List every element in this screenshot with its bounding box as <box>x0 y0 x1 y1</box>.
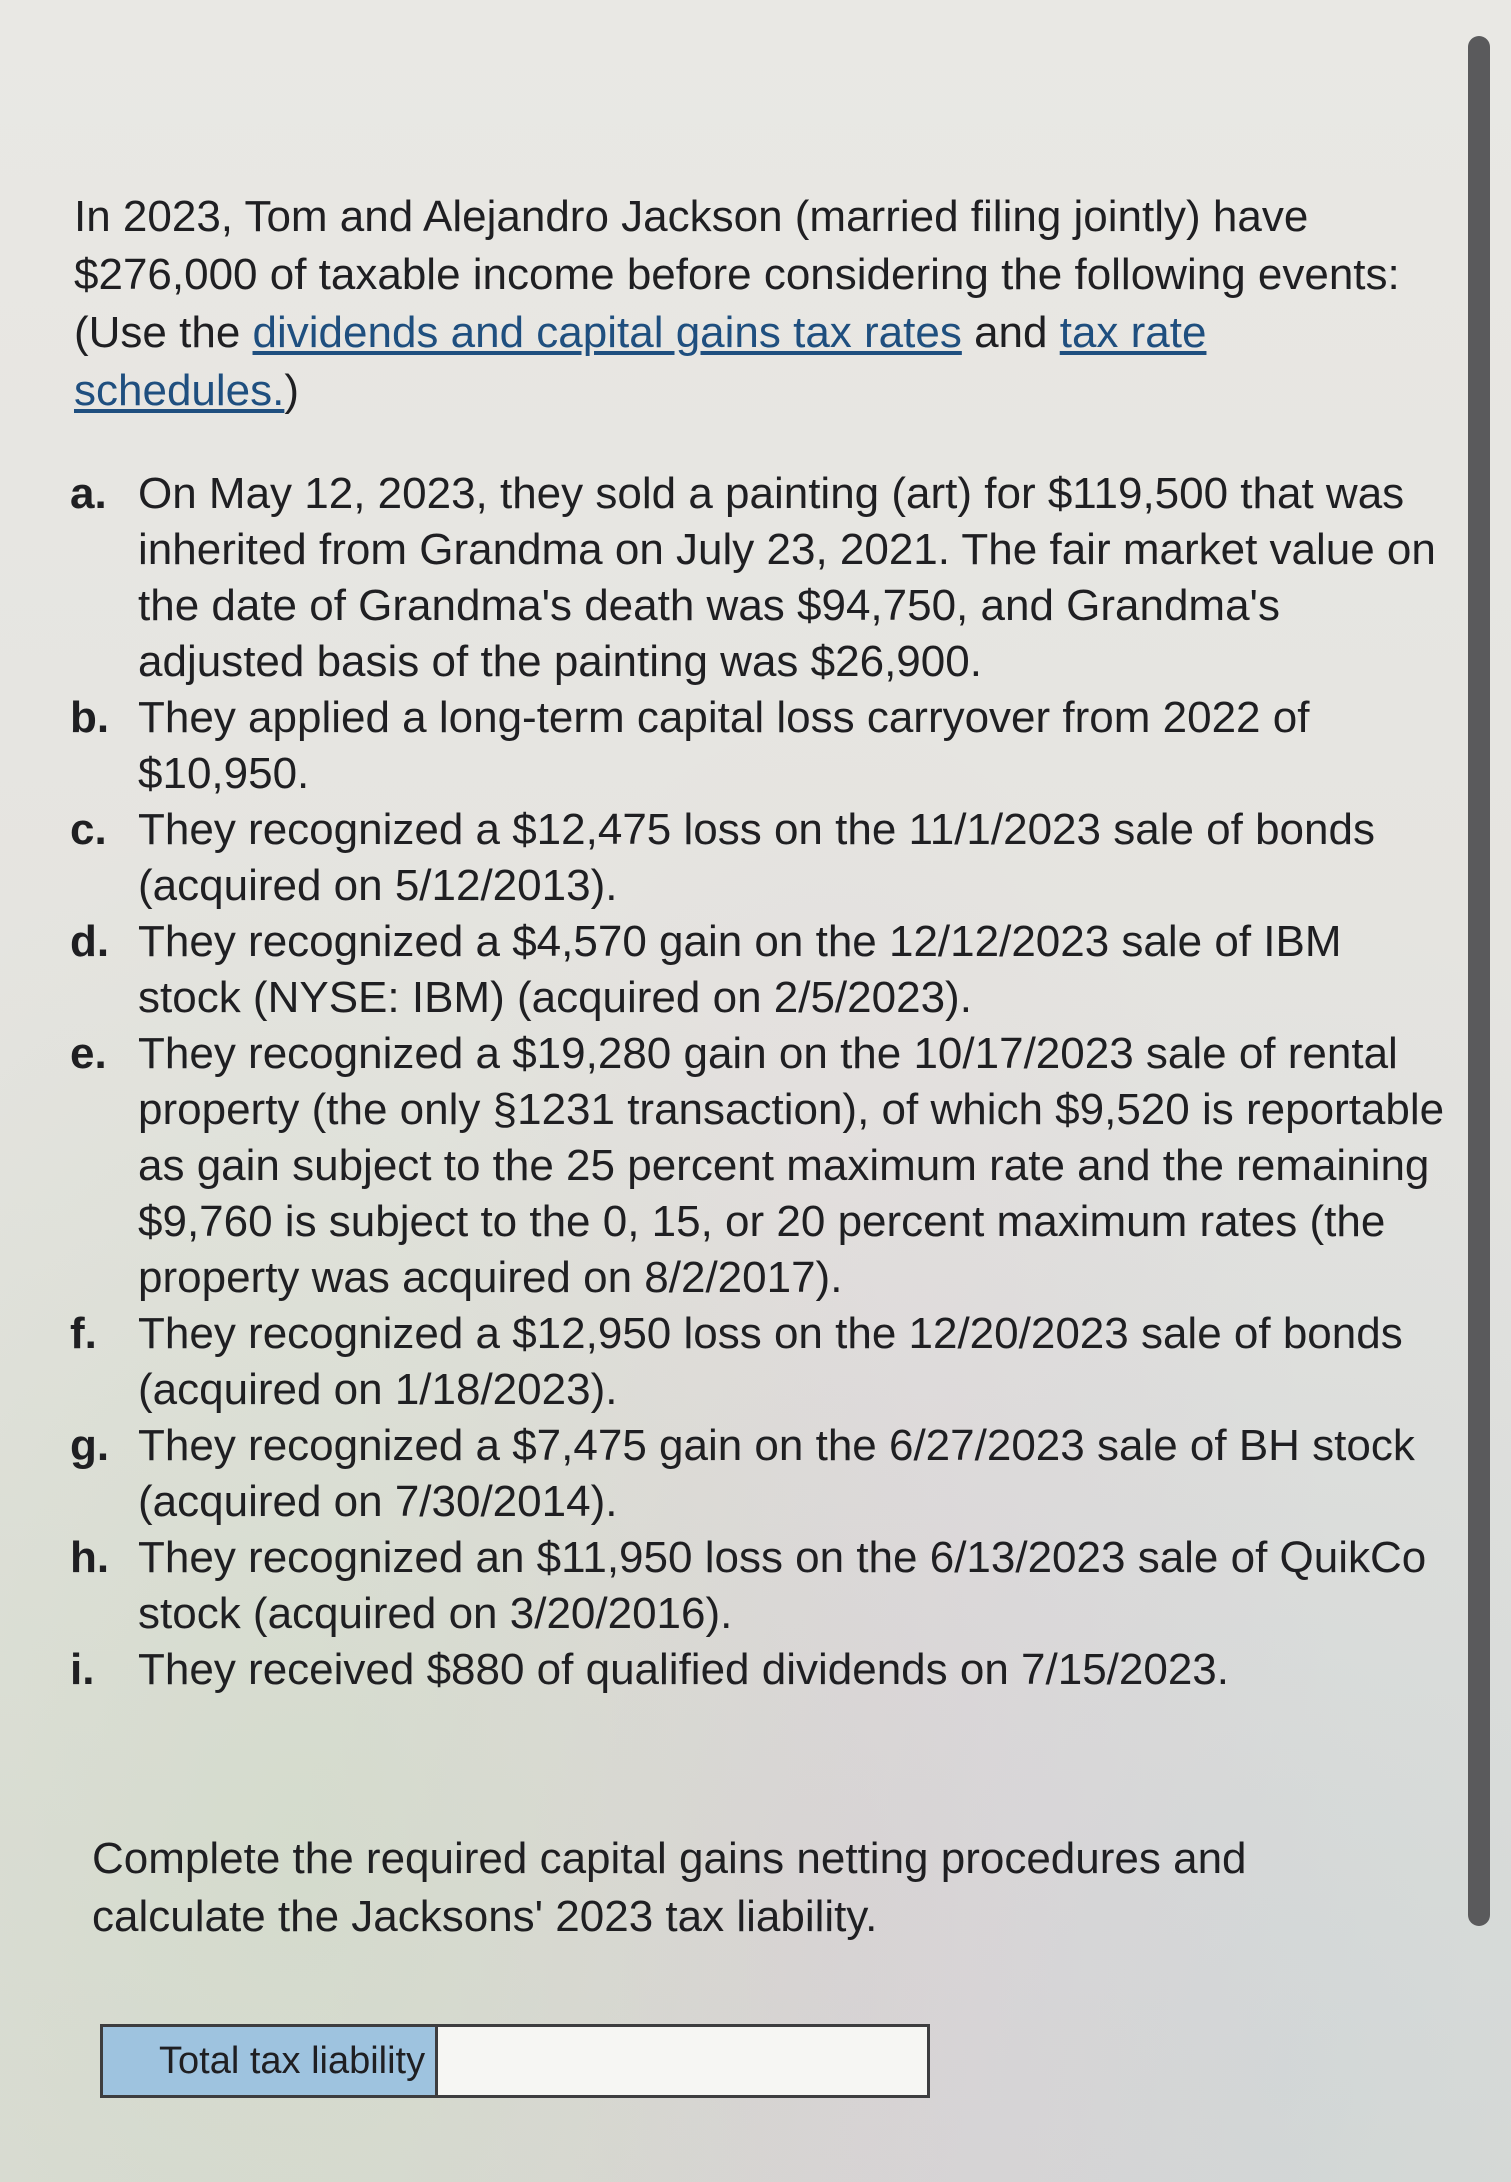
event-letter: a. <box>70 469 107 518</box>
event-letter: i. <box>70 1645 95 1694</box>
event-text: They recognized a $19,280 gain on the 10/17/2023 sale of rental property (the only §1231 transaction), of which $9,520 is reportable as gain subject to the 25 percent maximum rate and the remaining $9,760 is subject to the 0, 15, or 20 percent maximum rates (the property was acquired on 8/2/2017). <box>138 1029 1445 1302</box>
event-letter: f. <box>70 1309 97 1358</box>
intro-text-before: In 2023, Tom and Alejandro Jackson (married filing jointly) have $276,000 of taxable income before considering the following events: (Use the <box>74 192 1400 357</box>
event-text: They applied a long-term capital loss carryover from 2022 of $10,950. <box>138 693 1310 798</box>
event-item-a <box>62 466 1452 690</box>
vertical-scrollbar[interactable] <box>1468 36 1490 1926</box>
intro-text-between: and <box>961 308 1060 357</box>
answer-row <box>100 2024 930 2098</box>
event-letter: h. <box>70 1533 110 1582</box>
total-tax-liability-input[interactable] <box>438 2027 927 2095</box>
event-letter: d. <box>70 917 110 966</box>
event-item-f <box>62 1306 1452 1418</box>
event-text: They recognized a $12,950 loss on the 12/20/2023 sale of bonds (acquired on 1/18/2023). <box>138 1309 1403 1414</box>
event-item-d <box>62 914 1452 1026</box>
event-list <box>62 466 1452 1698</box>
event-letter: c. <box>70 805 107 854</box>
event-text: They recognized a $4,570 gain on the 12/12/2023 sale of IBM stock (NYSE: IBM) (acquired on 2/5/2023). <box>138 917 1342 1022</box>
event-item-i <box>62 1642 1452 1698</box>
tax-rate-schedules-link[interactable]: tax rate schedules. <box>74 308 1207 415</box>
event-text: They received $880 of qualified dividends on 7/15/2023. <box>138 1645 1229 1694</box>
instruction-text: Complete the required capital gains netting procedures and calculate the Jacksons' 2023 tax liability. <box>92 1834 1247 1941</box>
event-text: On May 12, 2023, they sold a painting (art) for $119,500 that was inherited from Grandma on July 23, 2021. The fair market value on the date of Grandma's death was $94,750, and Grandma's adjusted basis of the painting was $26,900. <box>138 469 1436 686</box>
event-letter: g. <box>70 1421 110 1470</box>
event-letter: b. <box>70 693 110 742</box>
event-item-c <box>62 802 1452 914</box>
event-item-g <box>62 1418 1452 1530</box>
event-text: They recognized an $11,950 loss on the 6/13/2023 sale of QuikCo stock (acquired on 3/20/2016). <box>138 1533 1427 1638</box>
intro-text-after: ) <box>284 366 300 415</box>
problem-intro <box>74 188 1434 420</box>
event-item-e <box>62 1026 1452 1306</box>
dividends-capital-gains-rates-link[interactable]: dividends and capital gains tax rates <box>252 308 962 357</box>
event-item-b <box>62 690 1452 802</box>
event-text: They recognized a $7,475 gain on the 6/27/2023 sale of BH stock (acquired on 7/30/2014). <box>138 1421 1415 1526</box>
event-item-h <box>62 1530 1452 1642</box>
event-letter: e. <box>70 1029 107 1078</box>
event-text: They recognized a $12,475 loss on the 11/1/2023 sale of bonds (acquired on 5/12/2013). <box>138 805 1375 910</box>
total-tax-liability-label: Total tax liability <box>103 2027 438 2095</box>
